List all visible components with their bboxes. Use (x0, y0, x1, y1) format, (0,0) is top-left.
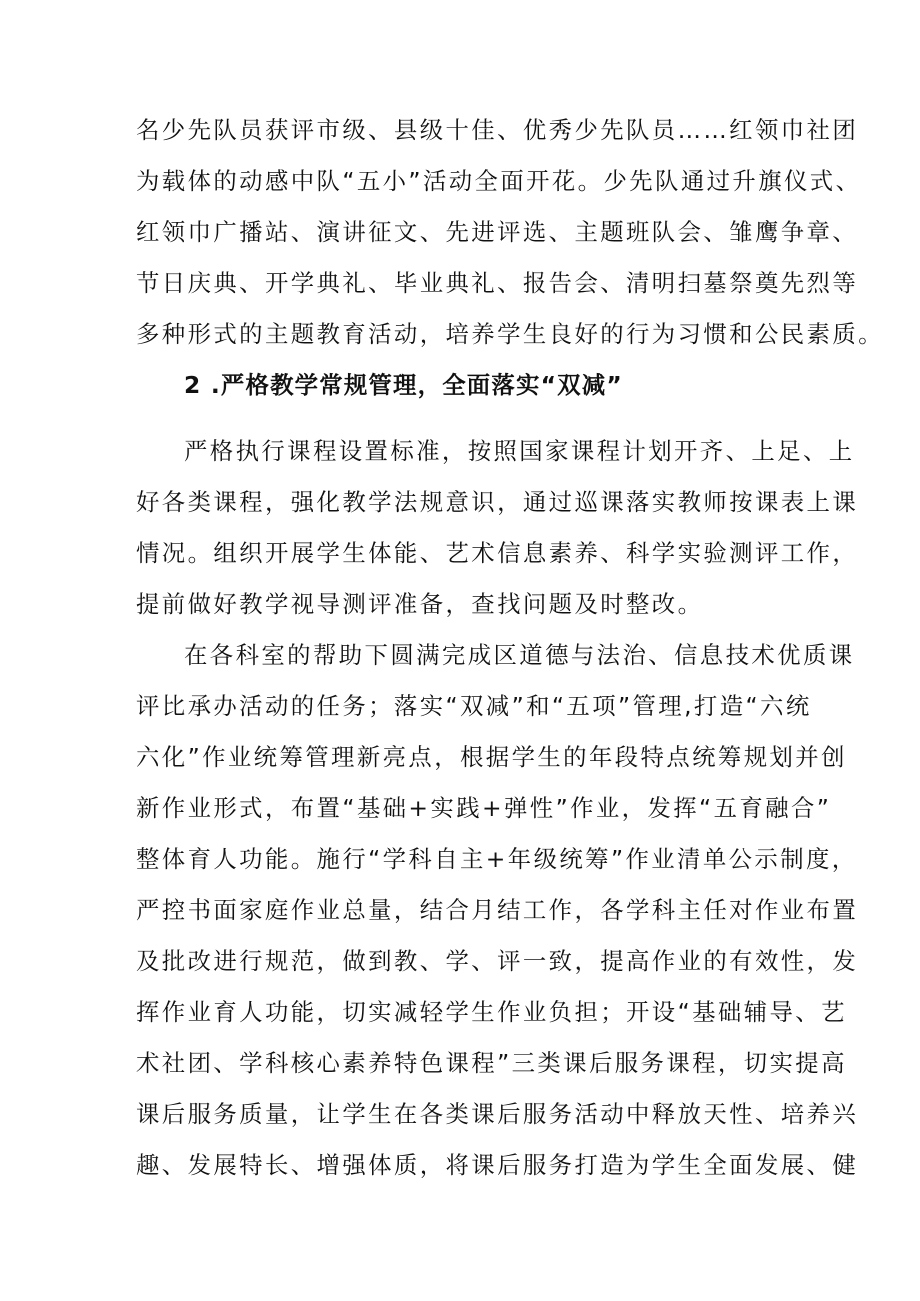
paragraph-line: 整体育人功能。施行“学科自主+年级统筹”作业清单公示制度， (136, 845, 858, 873)
paragraph-line: 挥作业育人功能，切实减轻学生作业负担；开设“基础辅导、艺 (136, 998, 847, 1026)
section-heading: 2 .严格教学常规管理，全面落实“双减” (184, 371, 623, 399)
paragraph-line: 为载体的动感中队“五小”活动全面开花。少先队通过升旗仪式、 (136, 167, 862, 195)
paragraph-line: 术社团、学科核心素养特色课程”三类课后服务课程，切实提高 (136, 1049, 847, 1077)
paragraph-line: 课后服务质量，让学生在各类课后服务活动中释放天性、培养兴 (136, 1100, 859, 1128)
paragraph-line: 好各类课程，强化教学法规意识，通过巡课落实教师按课表上课 (136, 488, 859, 516)
paragraph-line: 严控书面家庭作业总量，结合月结工作，各学科主任对作业布置 (136, 896, 859, 924)
paragraph-line: 红领巾广播站、演讲征文、先进评选、主题班队会、雏鹰争章、 (136, 218, 859, 246)
paragraph-line: 名少先队员获评市级、县级十佳、优秀少先队员……红领巾社团 (136, 116, 859, 144)
paragraph-line: 新作业形式，布置“基础+实践+弹性”作业，发挥“五育融合” (136, 794, 832, 822)
paragraph-line: 在各科室的帮助下圆满完成区道德与法治、信息技术优质课 (184, 641, 855, 669)
paragraph-line: 趣、发展特长、增强体质，将课后服务打造为学生全面发展、健 (136, 1151, 859, 1179)
paragraph-line: 及批改进行规范，做到教、学、评一致，提高作业的有效性，发 (136, 947, 859, 975)
paragraph-line: 六化”作业统筹管理新亮点，根据学生的年段特点统筹规划并创 (136, 743, 847, 771)
paragraph-line: 节日庆典、开学典礼、毕业典礼、报告会、清明扫墓祭奠先烈等 (136, 269, 859, 297)
paragraph-line: 严格执行课程设置标准，按照国家课程计划开齐、上足、上 (184, 437, 855, 465)
paragraph-line: 提前做好教学视导测评准备，查找问题及时整改。 (136, 590, 704, 618)
paragraph-line: 情况。组织开展学生体能、艺术信息素养、科学实验测评工作， (136, 539, 859, 567)
paragraph-line: 多种形式的主题教育活动，培养学生良好的行为习惯和公民素质。 (136, 320, 884, 348)
paragraph-line: 评比承办活动的任务；落实“双减”和“五项”管理,打造“六统 (136, 692, 812, 720)
